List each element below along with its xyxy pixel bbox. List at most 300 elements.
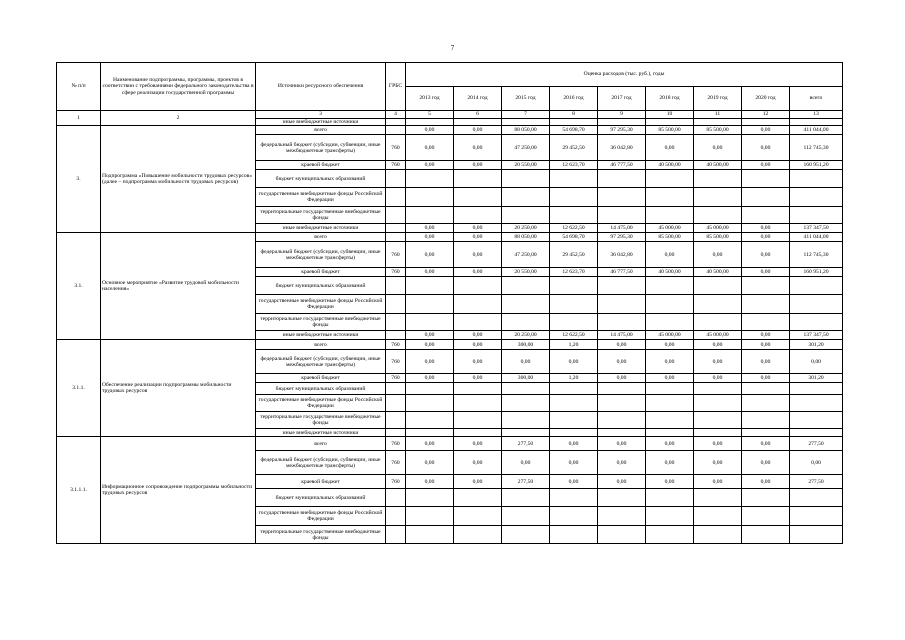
- value-cell: [550, 295, 598, 314]
- value-cell: 0,00: [406, 437, 454, 451]
- value-cell: [406, 295, 454, 314]
- value-cell: [598, 489, 646, 507]
- value-cell: [742, 277, 790, 295]
- value-cell: [598, 207, 646, 224]
- value-cell: 0,00: [694, 374, 742, 383]
- value-cell: [406, 207, 454, 224]
- value-cell: 45 000,00: [694, 331, 742, 340]
- source-label: бюджет муниципальных образований: [256, 170, 386, 188]
- value-cell: 0,00: [406, 340, 454, 350]
- value-cell: [694, 277, 742, 295]
- value-cell: 0,00: [646, 340, 694, 350]
- grbs-cell: [386, 233, 406, 242]
- value-cell: 0,00: [598, 437, 646, 451]
- value-cell: 45 000,00: [646, 331, 694, 340]
- header-year: 2015 год: [502, 87, 550, 111]
- source-label: всего: [256, 437, 386, 451]
- grbs-cell: [386, 207, 406, 224]
- column-number: 5: [406, 111, 454, 119]
- column-number: 6: [454, 111, 502, 119]
- value-cell: [406, 429, 454, 437]
- value-cell: [550, 170, 598, 188]
- value-cell: [694, 489, 742, 507]
- value-cell: 0,00: [742, 161, 790, 170]
- header-year: 2019 год: [694, 87, 742, 111]
- value-cell: [742, 489, 790, 507]
- value-cell: [646, 170, 694, 188]
- value-cell: [550, 526, 598, 544]
- grbs-cell: 760: [386, 268, 406, 277]
- value-cell: 1,20: [550, 374, 598, 383]
- value-cell: 0,00: [406, 224, 454, 233]
- column-number: 7: [502, 111, 550, 119]
- value-cell: 40 500,00: [694, 268, 742, 277]
- grbs-cell: 760: [386, 374, 406, 383]
- value-cell: [406, 383, 454, 395]
- value-cell: [406, 526, 454, 544]
- grbs-cell: [386, 119, 406, 126]
- source-label: иные внебюджетные источники: [256, 119, 386, 126]
- value-cell: [502, 412, 550, 429]
- value-cell: [694, 188, 742, 207]
- value-cell: [598, 170, 646, 188]
- value-cell: 88 050,00: [502, 233, 550, 242]
- value-cell: [550, 507, 598, 526]
- value-cell: 0,00: [742, 340, 790, 350]
- value-cell: [598, 188, 646, 207]
- table-row: [57, 437, 843, 451]
- value-cell: [550, 489, 598, 507]
- value-cell: [454, 383, 502, 395]
- item-name: Информационное сопровождение подпрограммы мобильности трудовых ресурсов: [101, 437, 256, 544]
- value-cell: [694, 429, 742, 437]
- grbs-cell: [386, 170, 406, 188]
- value-cell: 47 250,00: [502, 242, 550, 268]
- column-number: 11: [694, 111, 742, 119]
- value-cell: [742, 395, 790, 412]
- value-cell: [502, 277, 550, 295]
- value-cell: [646, 395, 694, 412]
- source-label: федеральный бюджет (субсидии, субвенции, иные межбюджетные трансферты): [256, 350, 386, 374]
- grbs-cell: 760: [386, 161, 406, 170]
- value-cell: 54 698,70: [550, 233, 598, 242]
- item-number: 3.1.1.: [57, 340, 101, 437]
- value-cell: 0,00: [406, 451, 454, 475]
- value-cell: [742, 383, 790, 395]
- column-number: 12: [742, 111, 790, 119]
- value-cell: 0,00: [646, 475, 694, 489]
- column-number: 1: [57, 111, 101, 126]
- value-cell: 20 250,00: [502, 331, 550, 340]
- source-label: всего: [256, 233, 386, 242]
- value-cell: [502, 314, 550, 331]
- value-cell: [790, 314, 843, 331]
- value-cell: [550, 119, 598, 126]
- value-cell: [790, 188, 843, 207]
- value-cell: 0,00: [598, 374, 646, 383]
- budget-table: [56, 62, 843, 544]
- grbs-cell: [386, 395, 406, 412]
- value-cell: [790, 119, 843, 126]
- value-cell: 0,00: [406, 268, 454, 277]
- value-cell: 160 951,20: [790, 161, 843, 170]
- value-cell: [454, 188, 502, 207]
- value-cell: [646, 507, 694, 526]
- value-cell: 0,00: [646, 242, 694, 268]
- value-cell: 0,00: [646, 350, 694, 374]
- value-cell: [406, 412, 454, 429]
- grbs-cell: [386, 314, 406, 331]
- value-cell: 85 500,00: [646, 126, 694, 135]
- value-cell: 0,00: [742, 242, 790, 268]
- value-cell: [790, 429, 843, 437]
- value-cell: 46 777,50: [598, 268, 646, 277]
- value-cell: [742, 188, 790, 207]
- value-cell: 29 452,50: [550, 135, 598, 161]
- value-cell: [694, 170, 742, 188]
- value-cell: [694, 507, 742, 526]
- value-cell: 0,00: [646, 135, 694, 161]
- value-cell: 0,00: [694, 135, 742, 161]
- value-cell: [646, 295, 694, 314]
- value-cell: 40 500,00: [646, 161, 694, 170]
- header-year: 2017 год: [598, 87, 646, 111]
- value-cell: 12 623,70: [550, 268, 598, 277]
- value-cell: [502, 507, 550, 526]
- grbs-cell: [386, 526, 406, 544]
- value-cell: 40 500,00: [646, 268, 694, 277]
- value-cell: 277,50: [502, 475, 550, 489]
- value-cell: [502, 395, 550, 412]
- value-cell: [694, 119, 742, 126]
- value-cell: 0,00: [742, 475, 790, 489]
- value-cell: 0,00: [550, 475, 598, 489]
- grbs-cell: 760: [386, 437, 406, 451]
- source-label: бюджет муниципальных образований: [256, 383, 386, 395]
- value-cell: 0,00: [742, 374, 790, 383]
- header-year: 2014 год: [454, 87, 502, 111]
- value-cell: [694, 526, 742, 544]
- table-row: [57, 126, 843, 135]
- value-cell: [502, 119, 550, 126]
- source-label: территориальные государственные внебюджетные фонды: [256, 207, 386, 224]
- value-cell: [694, 412, 742, 429]
- value-cell: [598, 314, 646, 331]
- value-cell: 0,00: [406, 135, 454, 161]
- value-cell: [454, 489, 502, 507]
- value-cell: 411 044,00: [790, 126, 843, 135]
- value-cell: 0,00: [454, 350, 502, 374]
- value-cell: [598, 383, 646, 395]
- value-cell: [790, 277, 843, 295]
- value-cell: [646, 489, 694, 507]
- value-cell: 0,00: [742, 451, 790, 475]
- value-cell: 54 698,70: [550, 126, 598, 135]
- value-cell: [502, 170, 550, 188]
- value-cell: 0,00: [454, 126, 502, 135]
- value-cell: 0,00: [454, 331, 502, 340]
- value-cell: [598, 526, 646, 544]
- item-number: 3.1.: [57, 233, 101, 340]
- value-cell: [406, 277, 454, 295]
- value-cell: 0,00: [694, 475, 742, 489]
- value-cell: 40 500,00: [694, 161, 742, 170]
- value-cell: [502, 429, 550, 437]
- source-label: иные внебюджетные источники: [256, 331, 386, 340]
- value-cell: 0,00: [454, 242, 502, 268]
- value-cell: [646, 207, 694, 224]
- value-cell: 1,20: [550, 340, 598, 350]
- column-number: 8: [550, 111, 598, 119]
- value-cell: [790, 295, 843, 314]
- grbs-cell: [386, 412, 406, 429]
- value-cell: [502, 489, 550, 507]
- item-name: Обеспечение реализации подпрограммы мобильности трудовых ресурсов: [101, 340, 256, 437]
- value-cell: [646, 277, 694, 295]
- value-cell: [742, 119, 790, 126]
- value-cell: [646, 412, 694, 429]
- value-cell: 36 042,80: [598, 242, 646, 268]
- value-cell: 0,00: [406, 350, 454, 374]
- value-cell: 0,00: [598, 340, 646, 350]
- value-cell: 0,00: [406, 331, 454, 340]
- value-cell: [646, 314, 694, 331]
- value-cell: 12 623,70: [550, 161, 598, 170]
- value-cell: [742, 526, 790, 544]
- header-estimate: Оценка расходов (тыс. руб.), годы: [406, 63, 843, 87]
- value-cell: [406, 489, 454, 507]
- value-cell: 0,00: [454, 233, 502, 242]
- value-cell: [694, 395, 742, 412]
- value-cell: [454, 314, 502, 331]
- value-cell: [694, 314, 742, 331]
- value-cell: 0,00: [406, 242, 454, 268]
- value-cell: [454, 170, 502, 188]
- value-cell: 0,00: [598, 451, 646, 475]
- value-cell: [790, 412, 843, 429]
- column-number: 4: [386, 111, 406, 119]
- value-cell: 0,00: [550, 350, 598, 374]
- value-cell: [406, 188, 454, 207]
- item-name: Подпрограмма «Повышение мобильности трудовых ресурсов» (далее – подпрограмма мобильности трудовых ресурсов): [101, 126, 256, 233]
- grbs-cell: 760: [386, 451, 406, 475]
- value-cell: [742, 170, 790, 188]
- value-cell: 20 250,00: [502, 224, 550, 233]
- value-cell: 301,20: [790, 374, 843, 383]
- value-cell: 112 745,30: [790, 242, 843, 268]
- value-cell: [454, 429, 502, 437]
- value-cell: [454, 412, 502, 429]
- value-cell: [406, 395, 454, 412]
- value-cell: [406, 314, 454, 331]
- source-label: краевой бюджет: [256, 161, 386, 170]
- value-cell: 45 000,00: [646, 224, 694, 233]
- value-cell: 0,00: [406, 126, 454, 135]
- value-cell: 0,00: [694, 451, 742, 475]
- value-cell: 0,00: [406, 475, 454, 489]
- value-cell: [454, 507, 502, 526]
- header-source: Источники ресурсного обеспечения: [256, 63, 386, 111]
- value-cell: 20 550,00: [502, 161, 550, 170]
- value-cell: 0,00: [646, 374, 694, 383]
- value-cell: [598, 295, 646, 314]
- header-year: 2020 год: [742, 87, 790, 111]
- column-number: 3: [256, 111, 386, 119]
- header-number: № п/п: [57, 63, 101, 111]
- value-cell: 0,00: [502, 350, 550, 374]
- source-label: государственные внебюджетные фонды Российской Федерации: [256, 395, 386, 412]
- value-cell: 277,50: [790, 437, 843, 451]
- value-cell: [502, 383, 550, 395]
- value-cell: [598, 277, 646, 295]
- value-cell: [790, 383, 843, 395]
- grbs-cell: 760: [386, 242, 406, 268]
- value-cell: 0,00: [598, 475, 646, 489]
- source-label: федеральный бюджет (субсидии, субвенции, иные межбюджетные трансферты): [256, 451, 386, 475]
- item-name: Основное мероприятие «Развитие трудовой мобильности населения»: [101, 233, 256, 340]
- header-total: всего: [790, 87, 843, 111]
- value-cell: 29 452,50: [550, 242, 598, 268]
- value-cell: 0,00: [694, 242, 742, 268]
- value-cell: 160 951,20: [790, 268, 843, 277]
- value-cell: [406, 507, 454, 526]
- value-cell: 0,00: [790, 451, 843, 475]
- value-cell: [550, 429, 598, 437]
- value-cell: 85 500,00: [694, 233, 742, 242]
- item-number: 3.: [57, 126, 101, 233]
- value-cell: [646, 429, 694, 437]
- column-number: 10: [646, 111, 694, 119]
- value-cell: 137 347,50: [790, 331, 843, 340]
- value-cell: [598, 507, 646, 526]
- value-cell: [406, 119, 454, 126]
- source-label: краевой бюджет: [256, 475, 386, 489]
- value-cell: [694, 295, 742, 314]
- value-cell: [598, 412, 646, 429]
- value-cell: [646, 119, 694, 126]
- header-year: 2018 год: [646, 87, 694, 111]
- value-cell: [790, 207, 843, 224]
- value-cell: 301,20: [790, 340, 843, 350]
- header-name: Наименование подпрограммы, программы, проектов в соответствии с требованиями федерального законодательства в сфере реализации государственной программы: [101, 63, 256, 111]
- value-cell: [646, 383, 694, 395]
- value-cell: 0,00: [406, 374, 454, 383]
- value-cell: 85 500,00: [646, 233, 694, 242]
- column-number: 13: [790, 111, 843, 119]
- value-cell: 46 777,50: [598, 161, 646, 170]
- value-cell: [454, 526, 502, 544]
- grbs-cell: [386, 126, 406, 135]
- value-cell: [742, 507, 790, 526]
- value-cell: [790, 507, 843, 526]
- value-cell: 0,00: [598, 350, 646, 374]
- value-cell: 0,00: [502, 451, 550, 475]
- value-cell: [550, 207, 598, 224]
- value-cell: [454, 119, 502, 126]
- value-cell: 112 745,30: [790, 135, 843, 161]
- value-cell: 277,50: [790, 475, 843, 489]
- value-cell: 45 000,00: [694, 224, 742, 233]
- header-grbs: ГРБС: [386, 63, 406, 111]
- value-cell: [550, 277, 598, 295]
- value-cell: [790, 395, 843, 412]
- grbs-cell: 760: [386, 475, 406, 489]
- value-cell: [790, 526, 843, 544]
- value-cell: 0,00: [742, 224, 790, 233]
- grbs-cell: [386, 224, 406, 233]
- value-cell: 0,00: [454, 475, 502, 489]
- value-cell: 0,00: [454, 135, 502, 161]
- value-cell: [694, 383, 742, 395]
- source-label: иные внебюджетные источники: [256, 429, 386, 437]
- value-cell: 0,00: [742, 268, 790, 277]
- source-label: территориальные государственные внебюджетные фонды: [256, 314, 386, 331]
- value-cell: 0,00: [646, 451, 694, 475]
- value-cell: 36 042,80: [598, 135, 646, 161]
- value-cell: 14 475,00: [598, 224, 646, 233]
- value-cell: 0,00: [454, 161, 502, 170]
- value-cell: [694, 207, 742, 224]
- value-cell: [550, 188, 598, 207]
- source-label: государственные внебюджетные фонды Российской Федерации: [256, 188, 386, 207]
- value-cell: [598, 395, 646, 412]
- source-label: краевой бюджет: [256, 268, 386, 277]
- value-cell: [790, 170, 843, 188]
- value-cell: 0,00: [550, 437, 598, 451]
- value-cell: 0,00: [790, 350, 843, 374]
- source-label: краевой бюджет: [256, 374, 386, 383]
- value-cell: [454, 295, 502, 314]
- source-label: государственные внебюджетные фонды Российской Федерации: [256, 295, 386, 314]
- value-cell: 411 044,00: [790, 233, 843, 242]
- value-cell: 0,00: [454, 268, 502, 277]
- value-cell: [502, 207, 550, 224]
- value-cell: 0,00: [454, 340, 502, 350]
- grbs-cell: [386, 507, 406, 526]
- value-cell: 88 050,00: [502, 126, 550, 135]
- value-cell: [502, 295, 550, 314]
- value-cell: 137 347,50: [790, 224, 843, 233]
- value-cell: 20 550,00: [502, 268, 550, 277]
- value-cell: [502, 526, 550, 544]
- value-cell: 0,00: [454, 451, 502, 475]
- value-cell: 0,00: [742, 126, 790, 135]
- value-cell: [550, 395, 598, 412]
- source-label: бюджет муниципальных образований: [256, 489, 386, 507]
- source-label: бюджет муниципальных образований: [256, 277, 386, 295]
- value-cell: 0,00: [454, 224, 502, 233]
- grbs-cell: 760: [386, 135, 406, 161]
- table-row: [57, 340, 843, 350]
- value-cell: [742, 295, 790, 314]
- page-number: 7: [450, 44, 455, 52]
- value-cell: [742, 207, 790, 224]
- value-cell: 97 295,30: [598, 233, 646, 242]
- value-cell: [550, 314, 598, 331]
- value-cell: 0,00: [694, 340, 742, 350]
- value-cell: 0,00: [454, 374, 502, 383]
- value-cell: 0,00: [742, 437, 790, 451]
- grbs-cell: [386, 188, 406, 207]
- value-cell: 0,00: [646, 437, 694, 451]
- header-year: 2013 год: [406, 87, 454, 111]
- value-cell: [598, 119, 646, 126]
- grbs-cell: [386, 489, 406, 507]
- value-cell: 300,00: [502, 340, 550, 350]
- grbs-cell: [386, 331, 406, 340]
- grbs-cell: [386, 429, 406, 437]
- header-year: 2016 год: [550, 87, 598, 111]
